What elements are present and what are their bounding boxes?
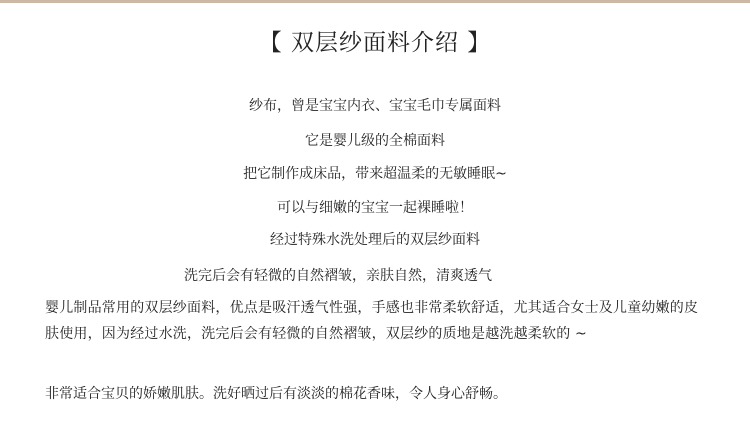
intro-line-6: 洗完后会有轻微的自然褶皱，亲肤自然，清爽透气: [184, 268, 492, 284]
description-paragraph: 婴儿制品常用的双层纱面料，优点是吸汗透气性强，手感也非常柔软舒适，尤其适合女士及儿童幼嫩的皮肤使用，因为经过水洗，洗完后会有轻微的自然褶皱，双层纱的质地是越洗越柔软的 ~: [45, 300, 699, 342]
intro-line-5: 经过特殊水洗处理后的双层纱面料: [270, 232, 480, 248]
intro-line-1: 纱布，曾是宝宝内衣、宝宝毛巾专属面料: [249, 98, 501, 114]
intro-line-3: 把它制作成床品，带来超温柔的无敏睡眠~: [243, 166, 507, 182]
top-decorative-band: [0, 0, 750, 3]
closing-paragraph: 非常适合宝贝的娇嫩肌肤。洗好晒过后有淡淡的棉花香味，令人身心舒畅。: [45, 386, 507, 402]
section-title: 【 双层纱面料介绍 】: [258, 30, 492, 56]
intro-line-4: 可以与细嫩的宝宝一起裸睡啦！: [277, 200, 473, 216]
intro-line-2: 它是婴儿级的全棉面料: [305, 133, 445, 149]
